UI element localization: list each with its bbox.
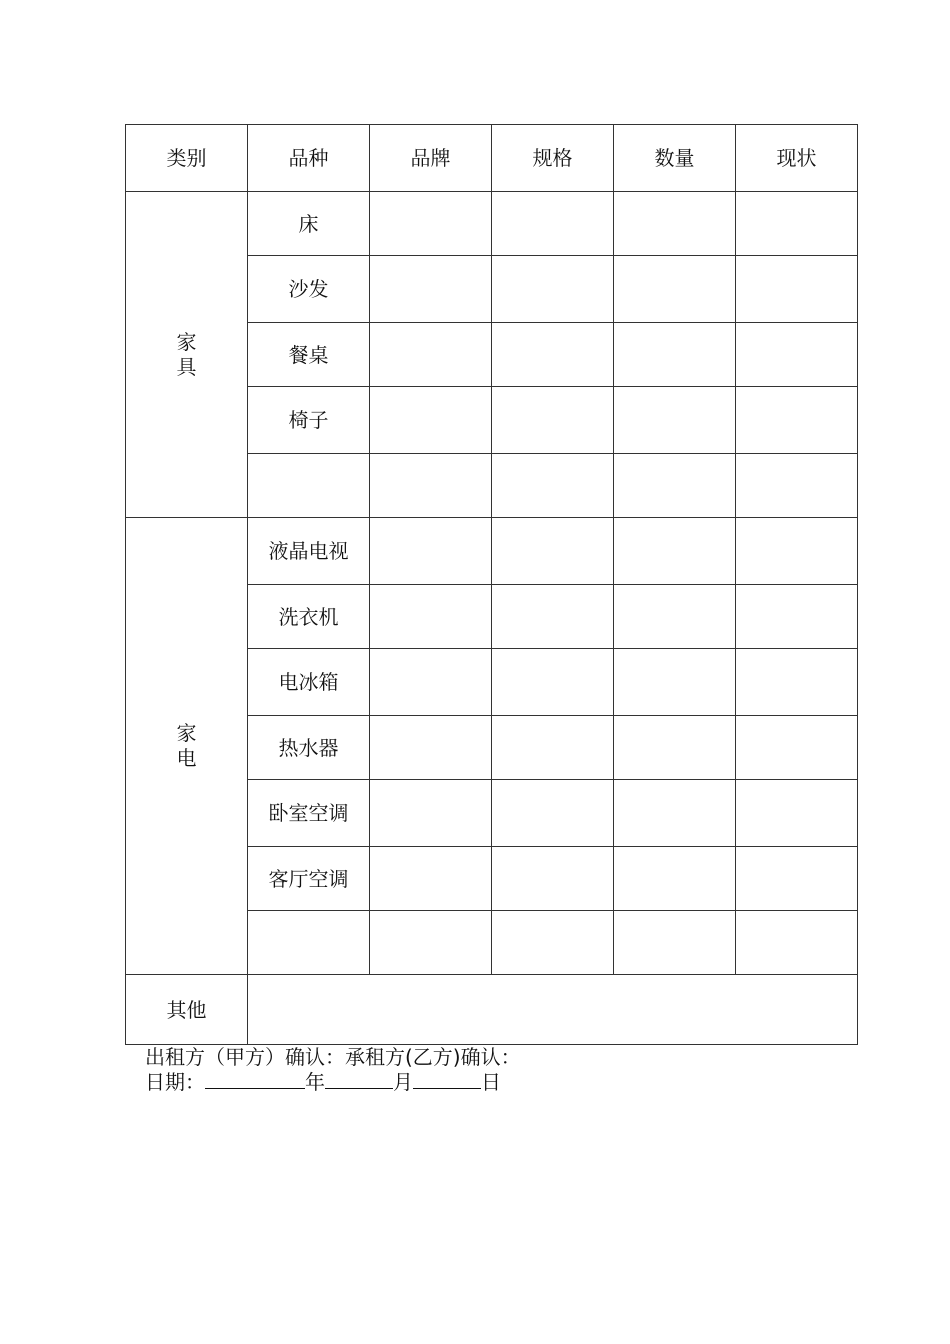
item-name: 餐桌: [248, 323, 370, 387]
year-suffix: 年: [305, 1070, 325, 1094]
item-name: 卧室空调: [248, 780, 370, 847]
header-spec: 规格: [492, 125, 614, 192]
spec-cell[interactable]: [492, 585, 614, 649]
month-suffix: 月: [393, 1070, 413, 1094]
item-name: 液晶电视: [248, 518, 370, 585]
condition-cell[interactable]: [736, 256, 858, 323]
spec-cell[interactable]: [492, 649, 614, 716]
quantity-cell[interactable]: [614, 716, 736, 780]
spec-cell[interactable]: [492, 454, 614, 518]
date-label: 日期：: [145, 1070, 205, 1094]
table-row: [126, 518, 858, 585]
inventory-table: [125, 124, 858, 1045]
year-blank[interactable]: [205, 1070, 305, 1089]
item-name: 椅子: [248, 387, 370, 454]
header-brand: 品牌: [370, 125, 492, 192]
item-name: 热水器: [248, 716, 370, 780]
quantity-cell[interactable]: [614, 518, 736, 585]
header-row: [126, 125, 858, 192]
brand-cell[interactable]: [370, 256, 492, 323]
header-category: 类别: [126, 125, 248, 192]
quantity-cell[interactable]: [614, 780, 736, 847]
other-value-cell[interactable]: [248, 975, 858, 1045]
header-variety: 品种: [248, 125, 370, 192]
table-row: [126, 192, 858, 256]
category-furniture: [126, 192, 248, 518]
spec-cell[interactable]: [492, 192, 614, 256]
month-blank[interactable]: [325, 1070, 393, 1089]
day-blank[interactable]: [413, 1070, 481, 1089]
item-name[interactable]: [248, 911, 370, 975]
spec-cell[interactable]: [492, 323, 614, 387]
condition-cell[interactable]: [736, 649, 858, 716]
spec-cell[interactable]: [492, 256, 614, 323]
item-name: 洗衣机: [248, 585, 370, 649]
quantity-cell[interactable]: [614, 256, 736, 323]
item-name[interactable]: [248, 454, 370, 518]
spec-cell[interactable]: [492, 387, 614, 454]
brand-cell[interactable]: [370, 387, 492, 454]
brand-cell[interactable]: [370, 780, 492, 847]
spec-cell[interactable]: [492, 518, 614, 585]
brand-cell[interactable]: [370, 192, 492, 256]
spec-cell[interactable]: [492, 847, 614, 911]
condition-cell[interactable]: [736, 585, 858, 649]
brand-cell[interactable]: [370, 649, 492, 716]
category-furniture-label: 家具: [176, 329, 197, 379]
quantity-cell[interactable]: [614, 192, 736, 256]
quantity-cell[interactable]: [614, 387, 736, 454]
spec-cell[interactable]: [492, 716, 614, 780]
condition-cell[interactable]: [736, 518, 858, 585]
brand-cell[interactable]: [370, 454, 492, 518]
brand-cell[interactable]: [370, 847, 492, 911]
condition-cell[interactable]: [736, 387, 858, 454]
quantity-cell[interactable]: [614, 585, 736, 649]
spec-cell[interactable]: [492, 911, 614, 975]
condition-cell[interactable]: [736, 454, 858, 518]
quantity-cell[interactable]: [614, 649, 736, 716]
header-quantity: 数量: [614, 125, 736, 192]
condition-cell[interactable]: [736, 323, 858, 387]
category-appliances: [126, 518, 248, 975]
quantity-cell[interactable]: [614, 454, 736, 518]
brand-cell[interactable]: [370, 585, 492, 649]
spec-cell[interactable]: [492, 780, 614, 847]
condition-cell[interactable]: [736, 192, 858, 256]
condition-cell[interactable]: [736, 716, 858, 780]
confirmation-line: 出租方（甲方）确认：承租方(乙方)确认：: [145, 1045, 521, 1069]
category-appliances-label: 家电: [176, 721, 197, 770]
quantity-cell[interactable]: [614, 323, 736, 387]
other-row: [126, 975, 858, 1045]
other-label: 其他: [126, 975, 248, 1045]
item-name: 床: [248, 192, 370, 256]
brand-cell[interactable]: [370, 911, 492, 975]
day-suffix: 日: [481, 1070, 501, 1094]
item-name: 客厅空调: [248, 847, 370, 911]
date-line: [145, 1070, 501, 1094]
brand-cell[interactable]: [370, 716, 492, 780]
brand-cell[interactable]: [370, 323, 492, 387]
quantity-cell[interactable]: [614, 911, 736, 975]
item-name: 沙发: [248, 256, 370, 323]
condition-cell[interactable]: [736, 847, 858, 911]
brand-cell[interactable]: [370, 518, 492, 585]
quantity-cell[interactable]: [614, 847, 736, 911]
item-name: 电冰箱: [248, 649, 370, 716]
condition-cell[interactable]: [736, 780, 858, 847]
header-condition: 现状: [736, 125, 858, 192]
condition-cell[interactable]: [736, 911, 858, 975]
